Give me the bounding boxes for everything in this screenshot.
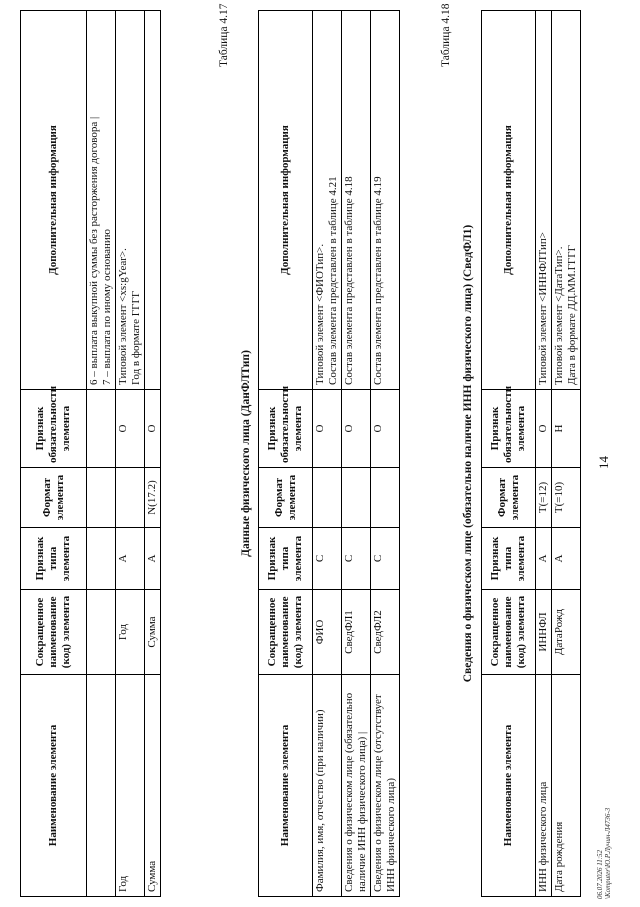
cell-name: Дата рождения — [552, 675, 581, 897]
cell-type: С — [313, 528, 342, 590]
cell-format — [371, 468, 400, 528]
info-line: 6 – выплата выкупной суммы без расторжения договора | — [88, 116, 100, 385]
info-line: Дата в формате ДД.ММ.ГГГГ — [566, 244, 578, 385]
info-line: Состав элемента представлен в таблице 4.19 — [372, 176, 384, 385]
info-line: Типовой элемент <ФИОТип>. — [314, 243, 326, 385]
cell-format — [116, 468, 145, 528]
table-4-17 — [258, 10, 400, 897]
cell-name: Фамилия, имя, отчество (при наличии) — [313, 675, 342, 897]
header-format: Формат элемента — [482, 468, 536, 528]
table-row — [116, 11, 145, 897]
header-name: Наименование элемента — [21, 675, 87, 897]
cell-required: О — [313, 390, 342, 468]
header-name: Наименование элемента — [259, 675, 313, 897]
cell-type: С — [342, 528, 371, 590]
header-info: Дополнительная информация — [21, 11, 87, 390]
cell-type: А — [552, 528, 581, 590]
cell-type — [87, 528, 116, 590]
cell-required: Н — [552, 390, 581, 468]
cell-name — [87, 675, 116, 897]
header-type: Признак типа элемента — [259, 528, 313, 590]
print-footer — [596, 808, 612, 899]
header-info: Дополнительная информация — [482, 11, 536, 390]
cell-name: Сумма — [145, 675, 161, 897]
header-name: Наименование элемента — [482, 675, 536, 897]
cell-format: T(=10) — [552, 468, 581, 528]
table-row — [145, 11, 161, 897]
cell-format — [313, 468, 342, 528]
cell-name: Сведения о физическом лице (обязательно наличие ИНН физического лица) | — [342, 675, 371, 897]
header-required: Признак обязательности элемента — [259, 390, 313, 468]
footer-timestamp: 06.07.2026 11:52 — [596, 849, 604, 899]
cell-format — [342, 468, 371, 528]
table-continuation — [20, 10, 161, 897]
header-code: Сокращенное наименование (код) элемента — [482, 590, 536, 675]
cell-type: А — [116, 528, 145, 590]
cell-code: СведФЛ1 — [342, 590, 371, 675]
cell-required — [87, 390, 116, 468]
cell-type: А — [145, 528, 161, 590]
table-title: Данные физического лица (ДанФЛТип) — [240, 350, 252, 557]
info-line: Типовой элемент <ДатаТип>. — [553, 246, 565, 385]
cell-info — [371, 11, 400, 390]
cell-format: N(17.2) — [145, 468, 161, 528]
cell-required: О — [342, 390, 371, 468]
cell-info — [116, 11, 145, 390]
cell-name: ИНН физического лица — [536, 675, 552, 897]
table-row — [536, 11, 552, 897]
table-row — [342, 11, 371, 897]
header-type: Признак типа элемента — [21, 528, 87, 590]
info-line: 7 – выплата по иному основанию — [101, 228, 113, 385]
cell-code — [87, 590, 116, 675]
cell-name: Сведения о физическом лице (отсутствует ИНН физического лица) — [371, 675, 400, 897]
cell-info — [536, 11, 552, 390]
page-number: 14 — [596, 456, 611, 469]
header-info: Дополнительная информация — [259, 11, 313, 390]
cell-code: Год — [116, 590, 145, 675]
header-required: Признак обязательности элемента — [21, 390, 87, 468]
cell-code: ФИО — [313, 590, 342, 675]
info-line: Типовой элемент <ИННФЛТип> — [537, 232, 549, 385]
header-required: Признак обязательности элемента — [482, 390, 536, 468]
header-type: Признак типа элемента — [482, 528, 536, 590]
cell-type: А — [536, 528, 552, 590]
cell-info — [145, 11, 161, 390]
cell-code: ДатаРожд — [552, 590, 581, 675]
cell-info — [342, 11, 371, 390]
info-line: Состав элемента представлен в таблице 4.21 — [327, 176, 339, 385]
table-row — [371, 11, 400, 897]
footer-path: \Komputer\Ю.Р.Лучин-Л4736-3 — [604, 807, 612, 899]
header-format: Формат элемента — [21, 468, 87, 528]
info-line: Состав элемента представлен в таблице 4.18 — [343, 176, 355, 385]
info-line: Год в формате ГГГГ — [130, 290, 142, 385]
cell-required: О — [116, 390, 145, 468]
cell-type: С — [371, 528, 400, 590]
cell-required: О — [145, 390, 161, 468]
header-code: Сокращенное наименование (код) элемента — [259, 590, 313, 675]
cell-code: ИННФЛ — [536, 590, 552, 675]
info-line: Типовой элемент <xs:gYear>. — [117, 248, 129, 385]
cell-info — [87, 11, 116, 390]
table-row — [87, 11, 116, 897]
header-format: Формат элемента — [259, 468, 313, 528]
table-row — [313, 11, 342, 897]
cell-format — [87, 468, 116, 528]
table-caption: Таблица 4.18 — [440, 3, 452, 67]
cell-required: О — [536, 390, 552, 468]
table-row — [552, 11, 581, 897]
cell-info — [313, 11, 342, 390]
table-title: Сведения о физическом лице (обязательно наличие ИНН физического лица) (СведФЛ1) — [462, 224, 474, 683]
cell-code: Сумма — [145, 590, 161, 675]
cell-name: Год — [116, 675, 145, 897]
cell-info — [552, 11, 581, 390]
table-4-18 — [481, 10, 581, 897]
cell-format: T(=12) — [536, 468, 552, 528]
cell-code: СведФЛ2 — [371, 590, 400, 675]
header-code: Сокращенное наименование (код) элемента — [21, 590, 87, 675]
cell-required: О — [371, 390, 400, 468]
table-caption: Таблица 4.17 — [218, 3, 230, 67]
